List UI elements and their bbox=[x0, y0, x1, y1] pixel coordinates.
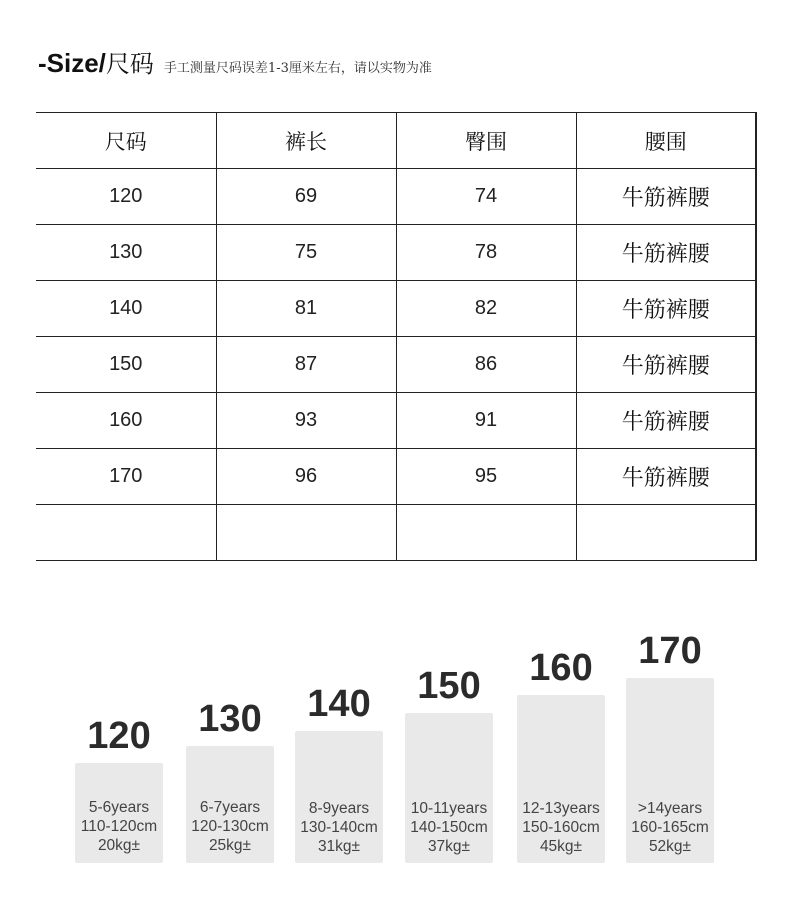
cell-size: 150 bbox=[36, 337, 216, 393]
cell-size: 120 bbox=[36, 169, 216, 225]
cell-size: 130 bbox=[36, 225, 216, 281]
size-card-age: 6-7years bbox=[199, 799, 261, 816]
table-header-row bbox=[36, 113, 756, 169]
size-card-age: 8-9years bbox=[308, 800, 370, 817]
cell-hip: 78 bbox=[396, 225, 576, 281]
size-card-age: 5-6years bbox=[88, 799, 150, 816]
size-card-130 bbox=[186, 600, 274, 865]
cell-pants-length: 75 bbox=[216, 225, 396, 281]
cell-waist: 牛筋裤腰 bbox=[576, 393, 756, 449]
table-row bbox=[36, 225, 756, 281]
size-card-age: >14years bbox=[637, 800, 703, 817]
table-row bbox=[36, 281, 756, 337]
size-card-150 bbox=[405, 600, 493, 865]
size-card-height: 140-150cm bbox=[410, 819, 488, 836]
cell-pants-length: 87 bbox=[216, 337, 396, 393]
size-title-en: -Size/ bbox=[38, 48, 106, 78]
size-card-height: 150-160cm bbox=[522, 819, 600, 836]
cell-waist: 牛筋裤腰 bbox=[576, 337, 756, 393]
size-card-140 bbox=[295, 600, 383, 865]
size-card-height: 160-165cm bbox=[631, 819, 709, 836]
size-card-weight: 45kg± bbox=[539, 838, 583, 855]
cell-size: 160 bbox=[36, 393, 216, 449]
size-card-number: 150 bbox=[417, 665, 481, 707]
size-card-age: 10-11years bbox=[410, 800, 488, 817]
cell-pants-length: 69 bbox=[216, 169, 396, 225]
cell-pants-length: 93 bbox=[216, 393, 396, 449]
cell-hip: 91 bbox=[396, 393, 576, 449]
size-card-height: 120-130cm bbox=[191, 818, 269, 835]
cell-waist bbox=[576, 505, 756, 561]
cell-hip: 86 bbox=[396, 337, 576, 393]
cell-hip bbox=[396, 505, 576, 561]
table-row bbox=[36, 337, 756, 393]
size-card-number: 160 bbox=[529, 647, 593, 689]
size-guide bbox=[0, 600, 790, 900]
header-pants-length: 裤长 bbox=[216, 113, 396, 169]
cell-pants-length bbox=[216, 505, 396, 561]
table-row-empty bbox=[36, 505, 756, 561]
size-card-info bbox=[395, 799, 503, 856]
size-card-number: 130 bbox=[198, 698, 262, 740]
size-card-weight: 31kg± bbox=[317, 838, 361, 855]
cell-waist: 牛筋裤腰 bbox=[576, 169, 756, 225]
size-header bbox=[38, 44, 432, 79]
size-card-number: 140 bbox=[307, 683, 371, 725]
table-row bbox=[36, 169, 756, 225]
header-waist: 腰围 bbox=[576, 113, 756, 169]
size-card-weight: 37kg± bbox=[427, 838, 471, 855]
size-card-info bbox=[65, 798, 173, 855]
table-row bbox=[36, 393, 756, 449]
size-card-number: 120 bbox=[87, 715, 151, 757]
size-card-170 bbox=[626, 600, 714, 865]
cell-size: 170 bbox=[36, 449, 216, 505]
size-table bbox=[36, 112, 757, 561]
cell-hip: 82 bbox=[396, 281, 576, 337]
size-card-120 bbox=[75, 600, 163, 865]
size-card-weight: 25kg± bbox=[208, 837, 252, 854]
cell-hip: 95 bbox=[396, 449, 576, 505]
size-card-weight: 20kg± bbox=[97, 837, 141, 854]
cell-waist: 牛筋裤腰 bbox=[576, 449, 756, 505]
cell-waist: 牛筋裤腰 bbox=[576, 225, 756, 281]
header-hip: 臀围 bbox=[396, 113, 576, 169]
size-card-info bbox=[507, 799, 615, 856]
cell-pants-length: 81 bbox=[216, 281, 396, 337]
cell-pants-length: 96 bbox=[216, 449, 396, 505]
size-card-height: 110-120cm bbox=[80, 818, 158, 835]
size-card-info bbox=[176, 798, 284, 855]
size-card-160 bbox=[517, 600, 605, 865]
cell-size: 140 bbox=[36, 281, 216, 337]
cell-size bbox=[36, 505, 216, 561]
size-card-info bbox=[285, 799, 393, 856]
header-size: 尺码 bbox=[36, 113, 216, 169]
table-row bbox=[36, 449, 756, 505]
size-card-weight: 52kg± bbox=[648, 838, 692, 855]
size-card-height: 130-140cm bbox=[300, 819, 378, 836]
cell-hip: 74 bbox=[396, 169, 576, 225]
size-title-cn: 尺码 bbox=[105, 50, 154, 78]
size-card-info bbox=[616, 799, 724, 856]
size-card-age: 12-13years bbox=[522, 800, 600, 817]
measurement-note: 手工测量尺码误差1-3厘米左右，请以实物为准 bbox=[163, 61, 432, 76]
cell-waist: 牛筋裤腰 bbox=[576, 281, 756, 337]
size-card-number: 170 bbox=[638, 630, 702, 672]
